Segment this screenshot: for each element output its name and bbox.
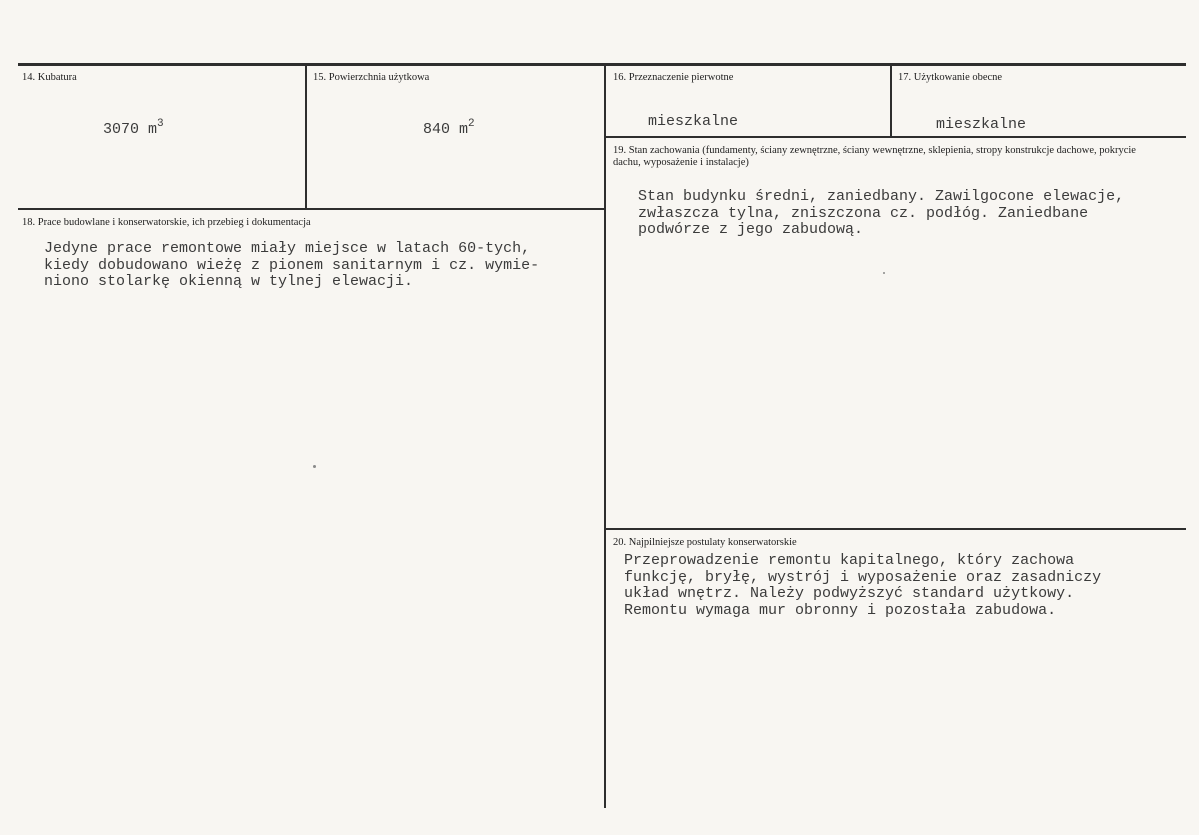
field-14-value: [103, 118, 164, 138]
field-14-unit-exponent: 3: [157, 118, 164, 130]
field-14-label: 14. Kubatura: [22, 72, 77, 83]
rule-row2-right: [606, 528, 1186, 530]
rule-row1-left: [18, 208, 605, 210]
field-20-text: Przeprowadzenie remontu kapitalnego, który zachowa funkcję, bryłę, wystrój i wyposażenie oraz zasadniczy układ wnętrz. Należy podwyższyć standard użytkowy. Remontu wymaga mur obronny i pozostała zabudowa.: [624, 552, 1102, 619]
top-rule: [18, 63, 1186, 66]
field-20-label: 20. Najpilniejsze postulaty konserwatorskie: [613, 537, 797, 548]
field-17-value: mieszkalne: [936, 116, 1027, 133]
divider-center: [604, 66, 606, 808]
field-15-value-text: 840 m: [423, 121, 469, 138]
field-19-label: 19. Stan zachowania (fundamenty, ściany zewnętrzne, ściany wewnętrzne, sklepienia, stropy konstrukcje dachowe, pokrycie dachu, wyposażenie i instalacje): [613, 145, 1136, 168]
rule-row1-right: [606, 136, 1186, 138]
field-14-value-text: 3070 m: [103, 121, 158, 138]
paper-speck: [883, 272, 885, 274]
field-15-value: [423, 118, 475, 138]
divider-left: [305, 66, 307, 208]
field-16-value: mieszkalne: [648, 113, 739, 130]
field-15-unit-exponent: 2: [468, 118, 475, 130]
field-18-text: Jedyne prace remontowe miały miejsce w latach 60-tych, kiedy dobudowano wieżę z pionem sanitarnym i cz. wymie- niono stolarkę okienną w tylnej elewacji.: [44, 240, 540, 290]
field-15-label: 15. Powierzchnia użytkowa: [313, 72, 430, 83]
paper-speck: [313, 465, 316, 468]
divider-right: [890, 66, 892, 138]
field-18-label: 18. Prace budowlane i konserwatorskie, ich przebieg i dokumentacja: [22, 217, 311, 228]
field-16-label: 16. Przeznaczenie pierwotne: [613, 72, 734, 83]
field-17-label: 17. Użytkowanie obecne: [898, 72, 1003, 83]
field-19-text: Stan budynku średni, zaniedbany. Zawilgocone elewacje, zwłaszcza tylna, zniszczona cz. podłóg. Zaniedbane podwórze z jego zabudową.: [638, 188, 1125, 238]
